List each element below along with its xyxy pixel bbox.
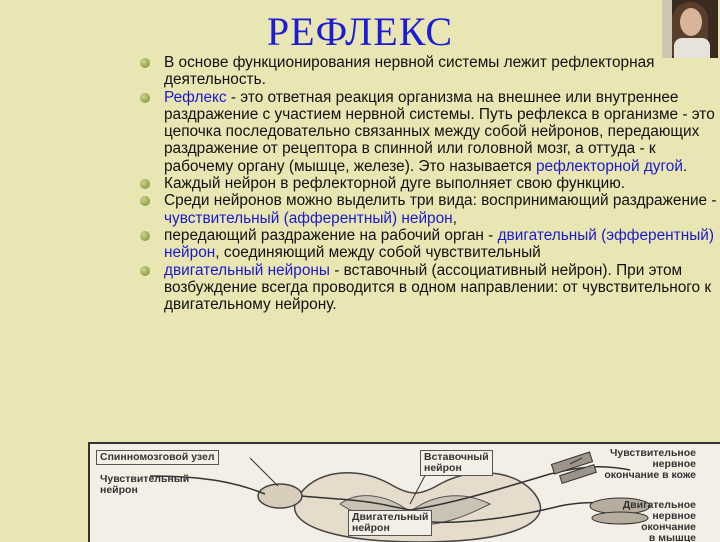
label-interneuron: Вставочный нейрон — [420, 450, 493, 476]
bullet-icon — [140, 266, 150, 276]
highlight-term: двигательный (эфферентный) нейрон — [164, 226, 714, 262]
bullet-item — [136, 175, 720, 192]
bullet-item — [136, 54, 720, 89]
bullet-item — [136, 192, 720, 227]
bullet-list — [136, 54, 720, 313]
slide-title: РЕФЛЕКС — [266, 9, 454, 54]
label-sensory-ending: Чувствительное нервное окончание в коже — [604, 447, 696, 481]
bullet-item — [136, 227, 720, 262]
bullet-item — [136, 262, 720, 314]
label-spinal-ganglion: Спинномозговой узел — [96, 450, 219, 465]
label-motor-neuron: Двигательный нейрон — [348, 510, 432, 536]
highlight-term: двигательный нейроны — [164, 261, 330, 279]
bullet-icon — [140, 179, 150, 189]
label-motor-ending: Двигательное нервное окончание в мышце — [622, 499, 696, 542]
bullet-text: , — [452, 209, 457, 227]
bullet-icon — [140, 196, 150, 206]
portrait-photo — [662, 0, 718, 58]
bullet-text: , соединяющий между собой чувствительный — [215, 244, 541, 262]
bullet-text: . — [682, 157, 688, 175]
reflex-arc-diagram — [88, 442, 720, 542]
bullet-icon — [140, 231, 150, 241]
bullet-item — [136, 89, 720, 175]
highlight-term: Рефлекс — [164, 88, 227, 106]
bullet-text: передающий раздражение на рабочий орган - — [164, 226, 498, 244]
bullet-icon — [140, 58, 150, 68]
highlight-term: рефлекторной дугой — [536, 157, 683, 175]
bullet-text: Среди нейронов можно выделить три вида: воспринимающий раздражение - — [164, 192, 717, 210]
bullet-text: Каждый нейрон в рефлекторной дуге выполняет свою функцию. — [164, 175, 626, 193]
bullet-text: - это ответная реакция организма на внешнее или внутреннее раздражение с участием нервной системы. Путь рефлекса в организме - это цепочка последовательно связанных между собой нейронов, передающих раздражение от рецептора в спинной или головной мозг, а оттуда - к рабочему органу (мышце, железе). Это называется — [164, 88, 715, 175]
bullet-text: В основе функционирования нервной системы лежит рефлекторная деятельность. — [164, 54, 655, 89]
bullet-icon — [140, 93, 150, 103]
label-sensory-neuron: Чувствительный нейрон — [100, 473, 190, 496]
highlight-term: чувствительный (афферентный) нейрон — [164, 209, 453, 227]
bullet-text: - вставочный (ассоциативный нейрон). При этом возбуждение всегда проводится в одном направлении: от чувствительного к двигательному нейрону. — [164, 261, 712, 314]
